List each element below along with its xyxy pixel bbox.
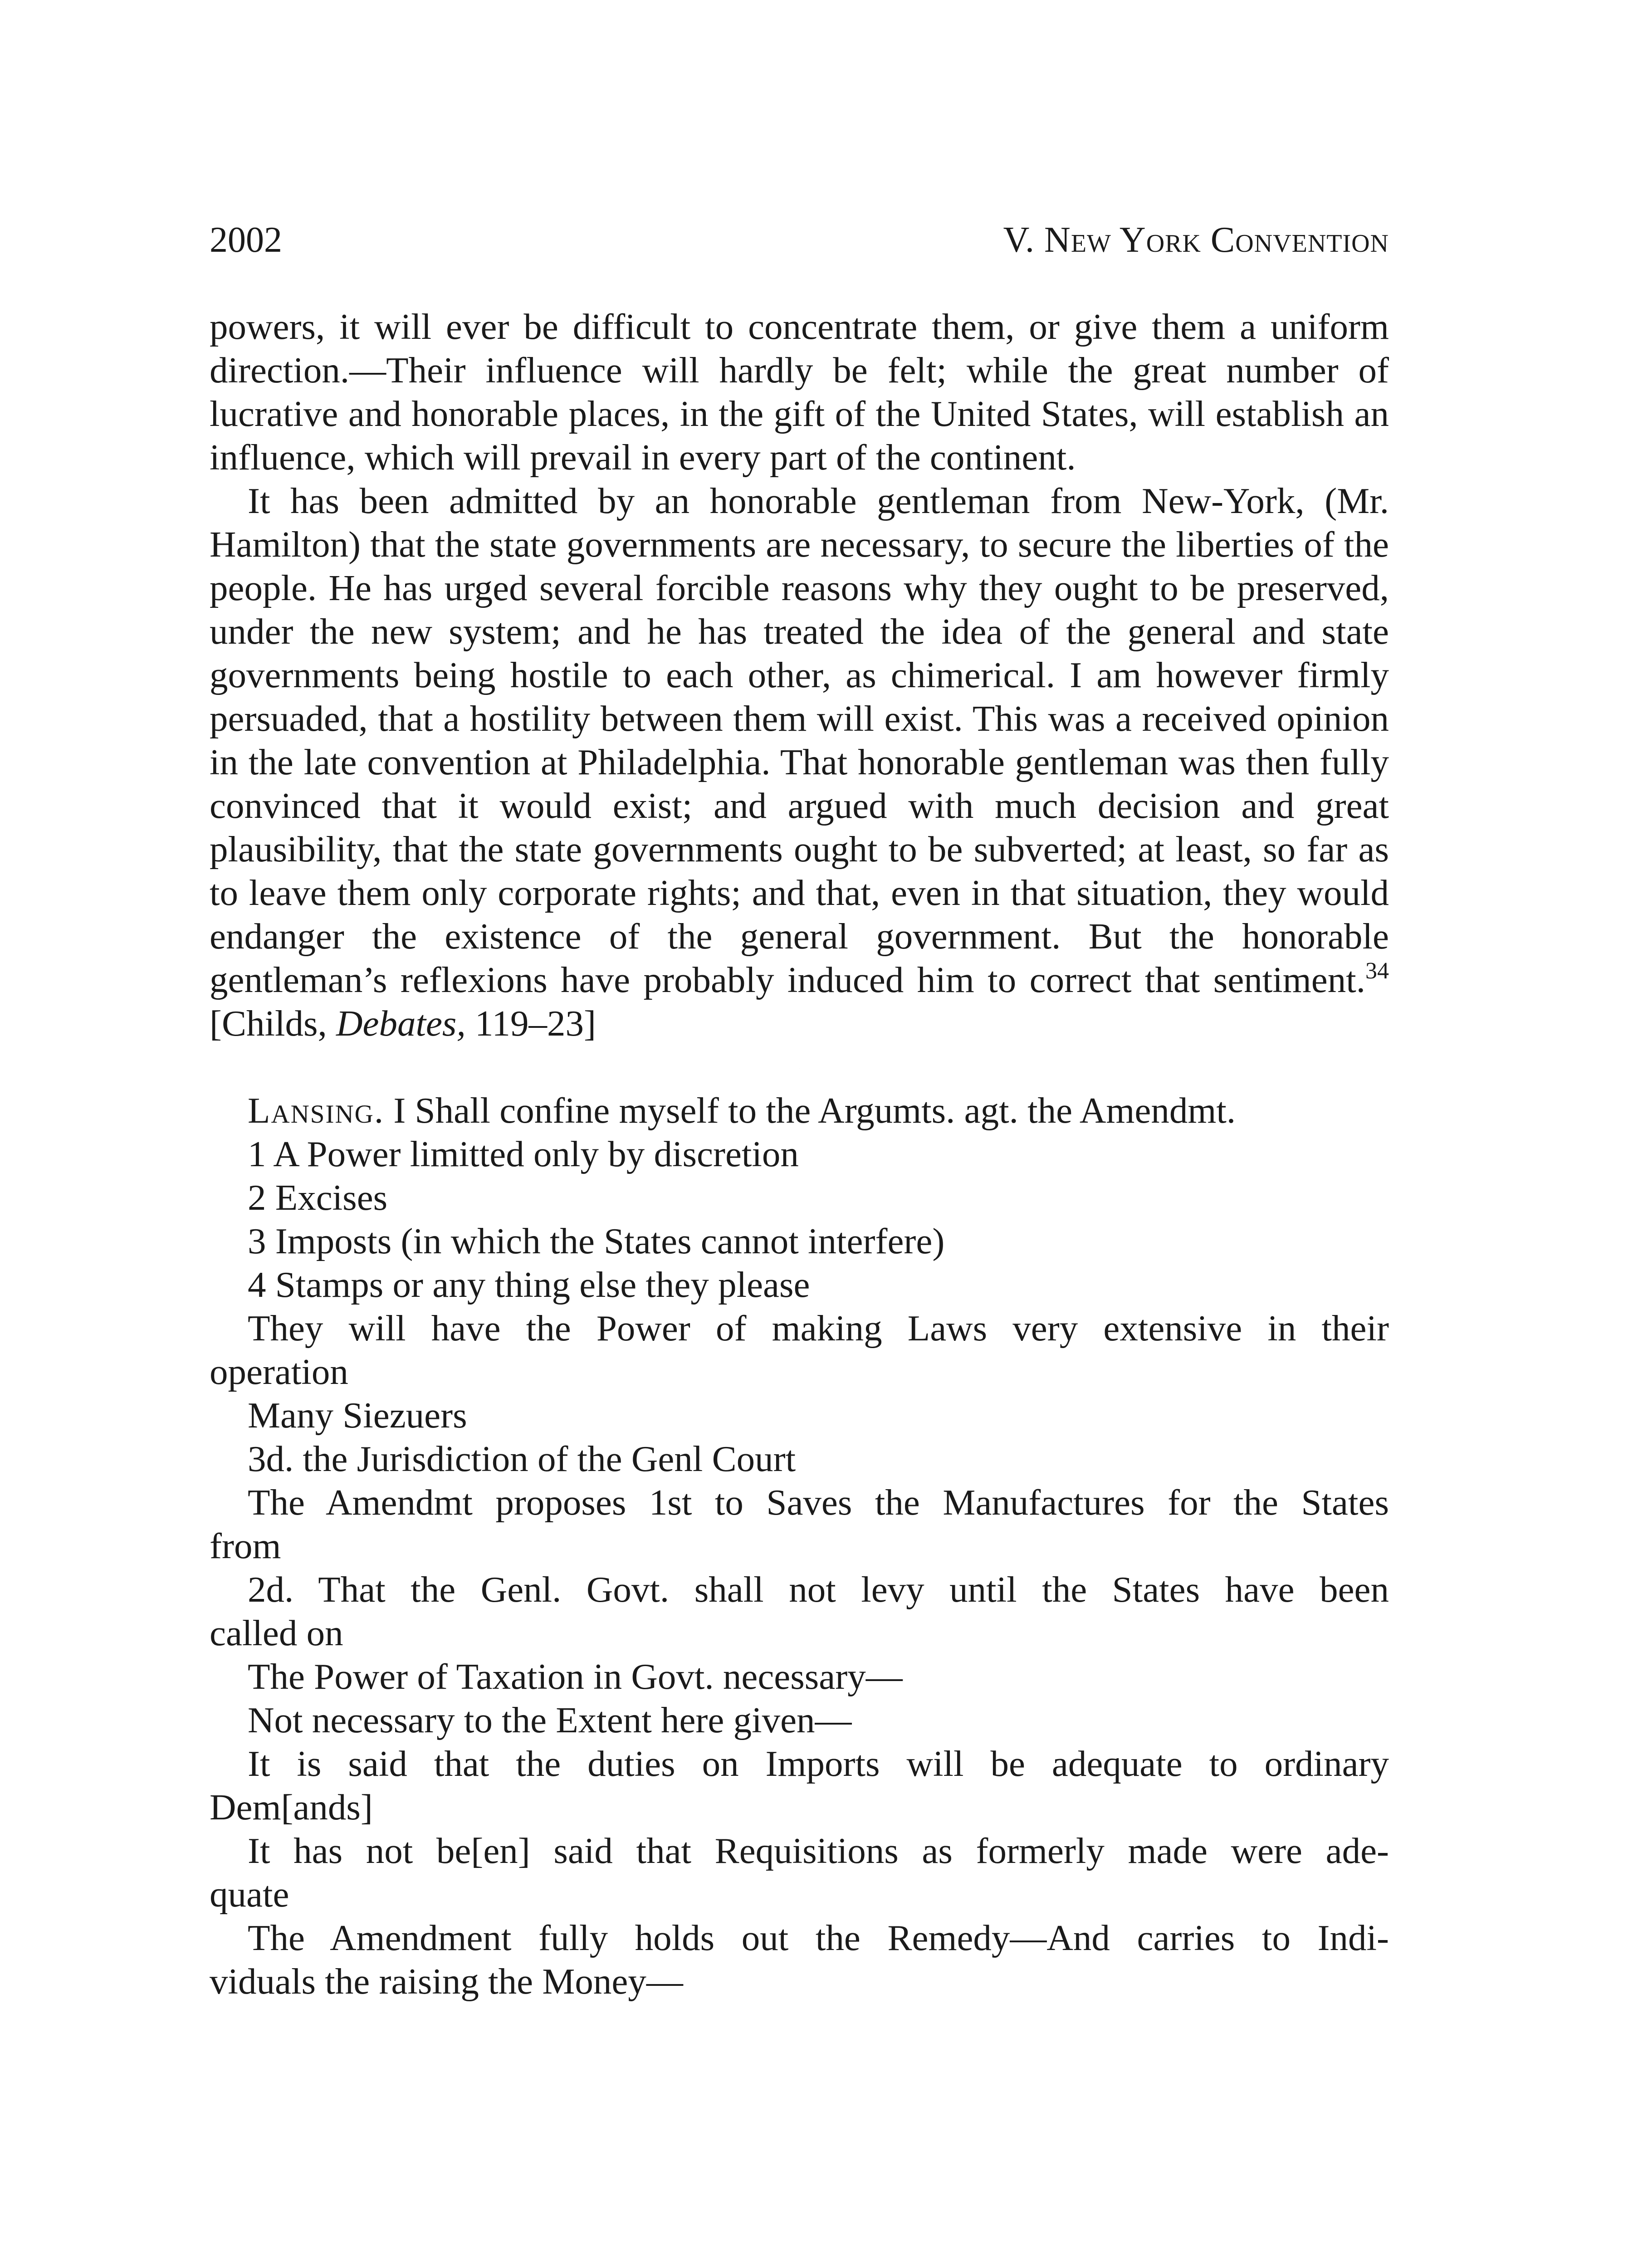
note-line: The Power of Taxation in Govt. necessary— (248, 1656, 903, 1697)
notes-opening-text: I Shall confine myself to the Argumts. agt. the Amendmt. (384, 1090, 1236, 1131)
speaker-name: Lansing. (248, 1090, 385, 1131)
note-line: 2 Excises (248, 1177, 388, 1218)
note-line: 3d. the Jurisdiction of the Genl Court (248, 1438, 796, 1479)
citation-prefix: [Childs, (210, 1003, 337, 1044)
note-line: They will have the Power of making Laws very extensive in their (248, 1308, 1389, 1349)
footnote-marker: 34 (1365, 958, 1389, 984)
diamond-rule-icon (799, 1055, 800, 1082)
paragraph: powers, it will ever be difficult to concentrate them, or give them a uniform direction.—Their influence will hardly be felt; while the great number of lucrative and honorable places, in the gift of the United States, will establish an influence, which will prevail in every part of the continent. (210, 306, 1389, 478)
note-line-continuation: called on (210, 1613, 343, 1653)
note-line: 2d. That the Genl. Govt. shall not levy until the States have been (248, 1569, 1389, 1610)
note-line-continuation: operation (210, 1351, 348, 1392)
paragraph-text: It has been admitted by an honorable gentleman from New-York, (Mr. Hamilton) that the state governments are necessary, to secure the liberties of the people. He has urged several forcible reasons why they ought to be preserved, under the new system; and he has treated the idea of the general and state governments being hostile to each other, as chimerical. I am however firmly persuaded, that a hostility between them will exist. This was a received opinion in the late convention at Philadelphia. That honorable gentleman was then fully convinced that it would exist; and argued with much decision and great plausibility, that the state governments ought to be subverted; at least, so far as to leave them only corporate rights; and that, even in that situation, they would endanger the existence of the general government. But the honorable gentleman’s reflexions have probably induced him to correct that sentiment. (210, 480, 1389, 1000)
note-line: 1 A Power limitted only by discretion (248, 1134, 799, 1174)
note-line: Not necessary to the Extent here given— (248, 1700, 852, 1740)
notes-list (210, 1132, 1389, 2003)
note-line-continuation: from (210, 1525, 281, 1566)
note-line: It has not be[en] said that Requisitions as formerly made were ade- (248, 1830, 1389, 1871)
note-line-continuation: quate (210, 1874, 289, 1915)
citation (210, 1003, 596, 1044)
note-line: The Amendmt proposes 1st to Saves the Manufactures for the States (248, 1482, 1389, 1523)
paragraph (210, 479, 1389, 1045)
running-head: V. New York Convention (1003, 220, 1389, 260)
note-line: 4 Stamps or any thing else they please (248, 1264, 810, 1305)
citation-work: Debates, (336, 1003, 466, 1044)
page-number: 2002 (210, 220, 282, 260)
note-line: The Amendment fully holds out the Remedy—And carries to Indi- (248, 1917, 1389, 1958)
page-body (210, 305, 1389, 2003)
note-line: It is said that the duties on Imports will be adequate to ordinary (248, 1743, 1389, 1784)
notes-opening (210, 1089, 1389, 1132)
note-line: Many Siezuers (248, 1395, 467, 1436)
citation-pages: 119–23] (465, 1003, 596, 1044)
note-line-continuation: viduals the raising the Money— (210, 1961, 683, 2002)
page-header (210, 220, 1389, 269)
note-line-continuation: Dem[ands] (210, 1787, 373, 1828)
section-ornament (210, 1045, 1389, 1089)
note-line: 3 Imposts (in which the States cannot interfere) (248, 1221, 945, 1261)
